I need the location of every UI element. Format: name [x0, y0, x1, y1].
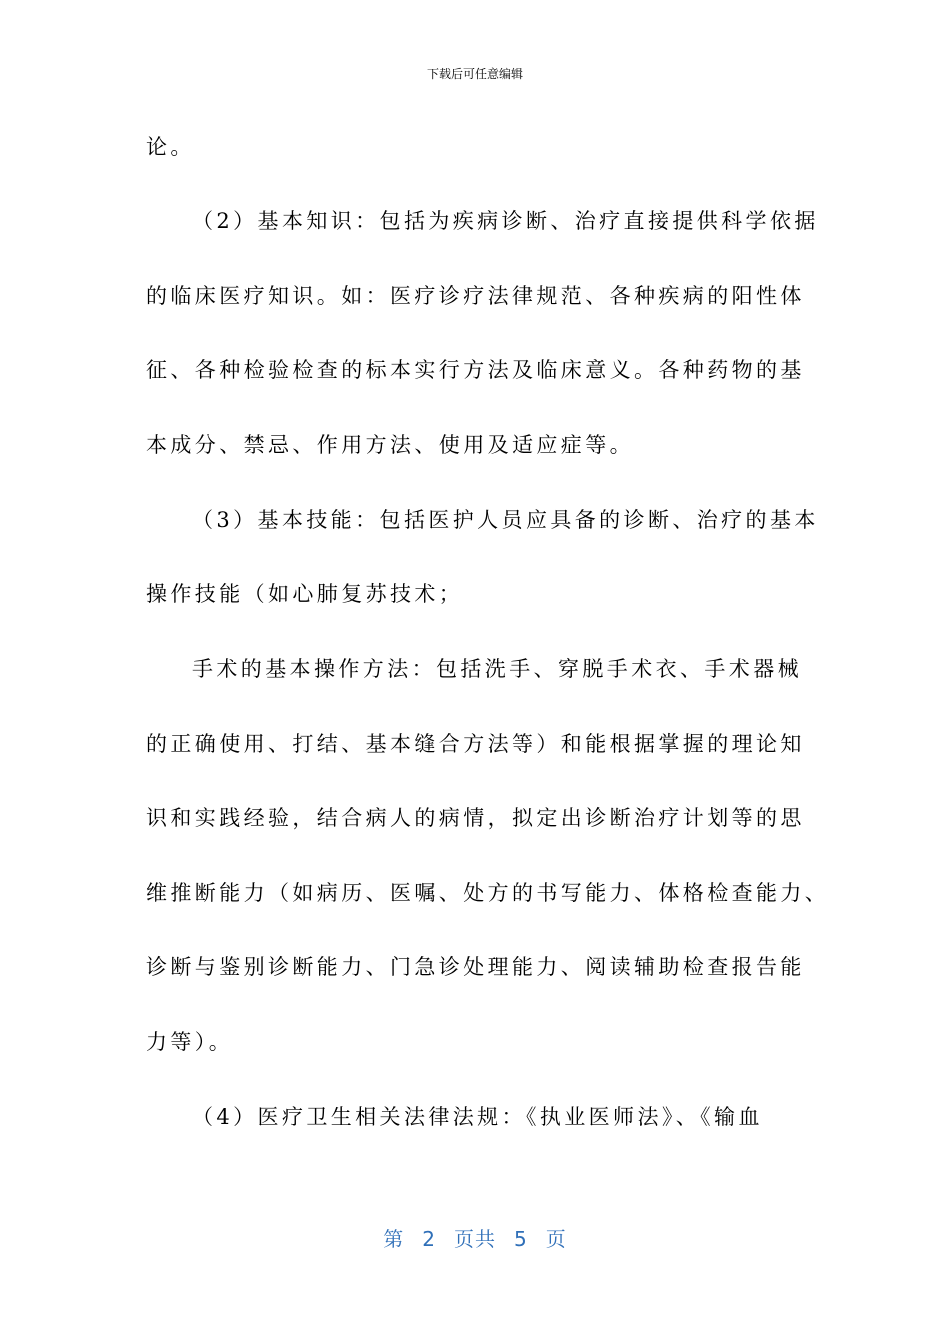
body-line: 识和实践经验，结合病人的病情，拟定出诊断治疗计划等的思 [146, 806, 805, 830]
body-line: 的正确使用、打结、基本缝合方法等）和能根据掌握的理论知 [146, 732, 805, 756]
body-line: （2）基本知识：包括为疾病诊断、治疗直接提供科学依据 [192, 209, 819, 233]
page-header: 下载后可任意编辑 [426, 67, 523, 81]
footer-current-page: 2 [422, 1227, 436, 1251]
body-line: 本成分、禁忌、作用方法、使用及适应症等。 [146, 433, 634, 457]
body-line: 手术的基本操作方法：包括洗手、穿脱手术衣、手术器械 [192, 657, 802, 681]
body-line: 的临床医疗知识。如：医疗诊疗法律规范、各种疾病的阳性体 [146, 284, 805, 308]
body-line: 维推断能力（如病历、医嘱、处方的书写能力、体格检查能力、 [146, 881, 830, 905]
body-line: （3）基本技能：包括医护人员应具备的诊断、治疗的基本 [192, 508, 819, 532]
body-line: 征、各种检验检查的标本实行方法及临床意义。各种药物的基 [146, 358, 805, 382]
footer-page-label-mid: 页共 [454, 1227, 496, 1251]
page-footer [0, 1226, 950, 1252]
body-line: 诊断与鉴别诊断能力、门急诊处理能力、阅读辅助检查报告能 [146, 955, 805, 979]
footer-page-label-pre: 第 [383, 1227, 405, 1251]
footer-total-pages: 5 [514, 1227, 528, 1251]
body-line: （4）医疗卫生相关法律法规：《执业医师法》、《输血 [192, 1105, 763, 1129]
footer-page-label-post: 页 [545, 1227, 567, 1251]
body-line: 力等）。 [146, 1030, 234, 1054]
body-line: 论。 [146, 135, 195, 159]
body-line: 操作技能（如心肺复苏技术； [146, 582, 464, 606]
